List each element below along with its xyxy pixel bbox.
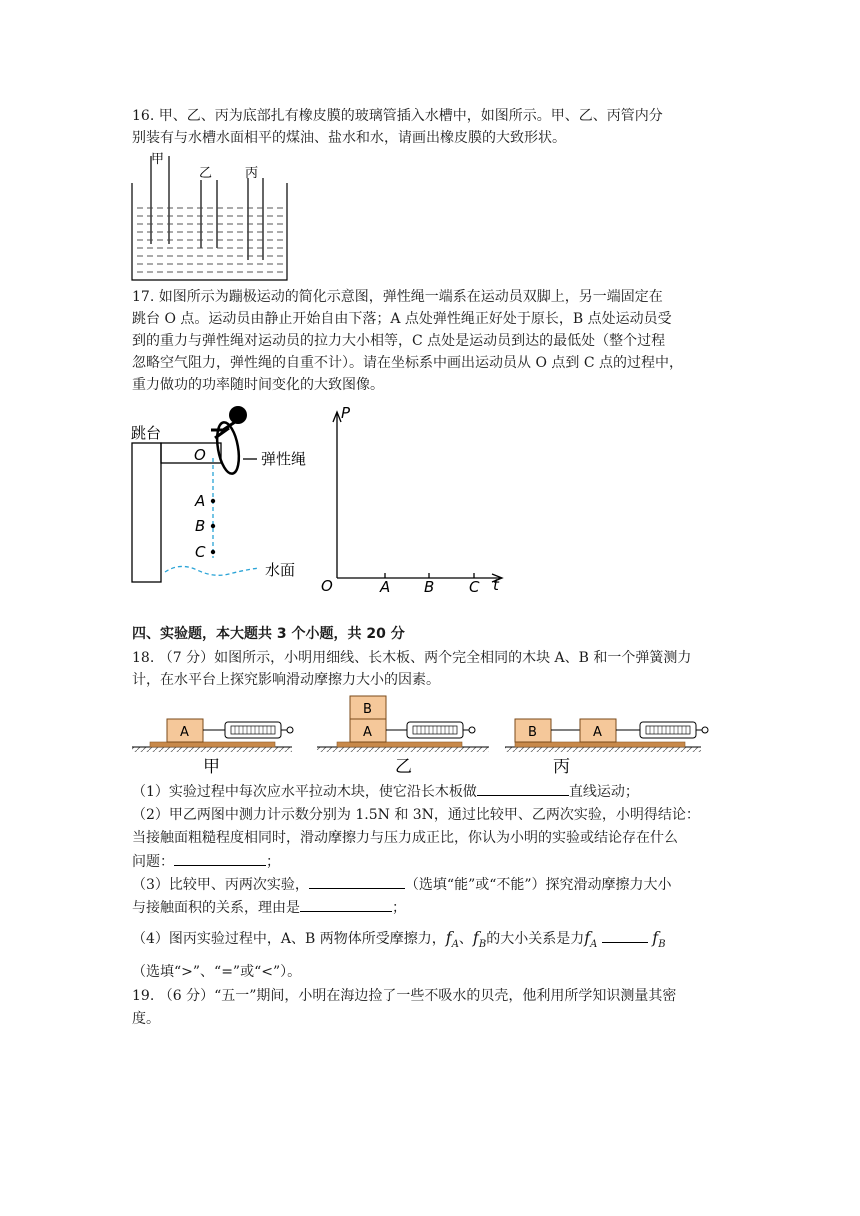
axis-y-label: P (341, 404, 351, 422)
q18-part1-blank[interactable] (477, 781, 569, 796)
point-c-label: C (195, 543, 206, 561)
q18-part3-pre: （3）比较甲、丙两次实验， (132, 877, 309, 893)
q18-part3-blank[interactable] (309, 874, 405, 889)
q18-part3-l2-post: ； (392, 900, 406, 916)
q18-part4-line1 (132, 928, 666, 955)
q16-line-1: 16. 甲、乙、丙为底部扎有橡皮膜的玻璃管插入水槽中，如图所示。甲、乙、丙管内分 (132, 108, 663, 124)
q18-part3-post: （选填“能”或“不能”）探究滑动摩擦力大小 (404, 877, 672, 893)
bungee-figure (125, 400, 325, 600)
jumper-icon (211, 406, 247, 475)
f-b-sub: B (478, 938, 487, 950)
q17-line-1: 17. 如图所示为蹦极运动的简化示意图，弹性绳一端系在运动员双脚上，另一端固定在 (132, 289, 663, 305)
q18-part4-mid: 的大小关系是力 (486, 931, 585, 947)
q18-part3-line2 (132, 897, 406, 918)
q18-part4-sep: 、 (458, 931, 473, 947)
power-time-axes (315, 400, 515, 600)
q19-line-2: 度。 (132, 1011, 160, 1027)
q19-line-1: 19. （6 分）“五一”期间，小明在海边捡了一些不吸水的贝壳，他利用所学知识测量其密 (132, 988, 677, 1004)
q18-part2-post: ； (266, 854, 280, 870)
q18-part1-post: 直线运动； (568, 784, 639, 800)
caption-yi: 乙 (395, 757, 412, 777)
q18-intro-2: 计，在水平台上探究影响滑动摩擦力大小的因素。 (132, 672, 440, 688)
point-o-label: O (194, 446, 206, 464)
platform-label: 跳台 (131, 424, 162, 442)
axis-origin-label: O (321, 577, 333, 595)
q18-intro-1: 18. （7 分）如图所示，小明用细线、长木板、两个完全相同的木块 A、B 和一个弹簧测力 (132, 650, 692, 666)
q18-part2-line1: （2）甲乙两图中测力计示数分别为 1.5N 和 3N，通过比较甲、乙两次实验，小明得结论： (132, 807, 700, 823)
tube-label-yi: 乙 (199, 166, 213, 181)
f-a-symbol: f (445, 928, 452, 947)
q17-line-5: 重力做功的功率随时间变化的大致图像。 (132, 377, 384, 393)
q18-part2-line2: 当接触面粗糙程度相同时，滑动摩擦力与压力成正比，你认为小明的实验或结论存在什么 (132, 830, 678, 846)
q18-part1 (132, 781, 639, 802)
q18-part2-blank[interactable] (174, 851, 266, 866)
f-b-sub-2: B (658, 938, 666, 950)
friction-experiment-figure (125, 690, 715, 780)
q18-part3-l2-pre: 与接触面积的关系，理由是 (132, 900, 300, 916)
q18-part4-line2: （选填“>”、“=”或“<”）。 (132, 964, 302, 980)
q18-part4-blank[interactable] (602, 928, 648, 943)
caption-bing: 丙 (553, 757, 570, 777)
point-a-label: A (195, 492, 206, 510)
q18-part2-line3 (132, 851, 280, 872)
tick-c-label: C (469, 578, 480, 596)
q17-line-3: 到的重力与弹性绳对运动员的拉力大小相等，C 点处是运动员到达的最低处（整个过程 (132, 333, 666, 349)
point-b-label: B (195, 517, 206, 535)
rope-label: 弹性绳 (261, 450, 307, 468)
f-a-sub: A (451, 938, 459, 950)
block-b-label-2: B (363, 702, 372, 717)
block-a-label-2: A (363, 725, 372, 740)
tick-b-label: B (424, 578, 435, 596)
q18-part4-pre: （4）图丙实验过程中，A、B 两物体所受摩擦力， (132, 931, 446, 947)
q18-part3-reason-blank[interactable] (300, 897, 392, 912)
block-a-label-3: A (593, 725, 602, 740)
f-a-sub-2: A (590, 938, 598, 950)
q18-part2-pre: 问题： (132, 854, 174, 870)
q16-line-2: 别装有与水槽水面相平的煤油、盐水和水，请画出橡皮膜的大致形状。 (132, 130, 566, 146)
f-b-symbol: f (472, 928, 479, 947)
q17-line-2: 跳台 O 点。运动员由静止开始自由下落；A 点处弹性绳正好处于原长，B 点处运动员受 (132, 311, 672, 327)
q17-line-4: 忽略空气阻力，弹性绳的自重不计）。请在坐标系中画出运动员从 O 点到 C 点的过程中， (132, 355, 683, 371)
q16-water-tank-figure (125, 148, 295, 288)
f-a-symbol-2: f (584, 928, 591, 947)
caption-jia: 甲 (203, 757, 220, 777)
tick-a-label: A (380, 578, 391, 596)
axis-x-label: t (493, 576, 499, 594)
section-title: 四、实验题，本大题共 3 个小题，共 20 分 (132, 626, 405, 642)
block-b-label-3: B (528, 725, 537, 740)
water-label: 水面 (265, 561, 296, 579)
f-b-symbol-2: f (652, 928, 659, 947)
tube-label-bing: 丙 (245, 166, 259, 181)
tube-label-jia: 甲 (151, 152, 165, 167)
q18-part3-line1 (132, 874, 672, 895)
block-a-label-1: A (180, 725, 189, 740)
q18-part1-pre: （1）实验过程中每次应水平拉动木块，使它沿长木板做 (132, 784, 477, 800)
